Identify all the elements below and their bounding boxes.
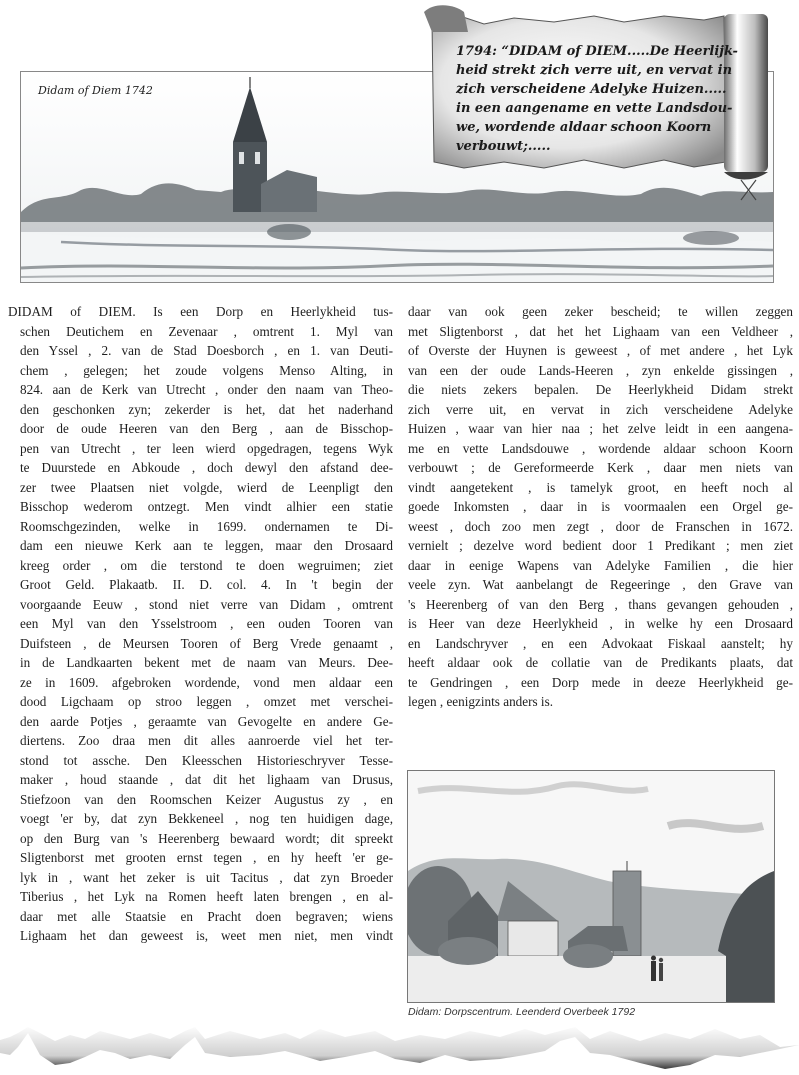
top-image-caption: Didam of Diem 1742: [38, 84, 153, 97]
text-line: zich verre uit, en vervat in zich verscheidene Adelyke: [408, 401, 793, 417]
text-line: schen Deutichem en Zevenaar , omtrent 1. Myl van: [20, 323, 393, 339]
text-line: DIDAM of DIEM. Is een Dorp en Heerlykheid tus-: [8, 304, 393, 319]
text-line: pen van Utrecht , ter leen wierd opgedragen, tegens Wyk: [20, 440, 393, 456]
text-line: me en vette Landsdouwe , wordende aldaar schoon Koorn: [408, 440, 793, 456]
text-line: Tiberius , het Lyk na Romen heeft laten brengen , en al-: [20, 889, 393, 904]
scroll-line: verbouwt;.....: [456, 139, 551, 154]
bottom-image-caption: Didam: Dorpscentrum. Leenderd Overbeek 1792: [408, 1006, 636, 1018]
text-line: verbouwt ; de Gereformeerde Kerk , daar men niets van: [408, 460, 793, 475]
scroll-quote-text: [456, 42, 741, 156]
text-line: vernielt ; dezelve word bedient door 1 Predikant ; men ziet: [408, 538, 793, 553]
text-line: stond tot assche. Den Kleesschen Historieschryver Tesse-: [20, 752, 393, 768]
text-line: Groot Geld. Plakaatb. II. D. col. 4. In 't begin der: [20, 577, 393, 592]
scroll-line: zich verscheidene Adelyke Huizen.....: [456, 82, 727, 97]
text-line: Lighaam het dan geweest is, weet men niet, men vindt: [20, 928, 393, 943]
text-line: voegt 'er by, dat zyn Bekkeneel , nog ten huidigen dage,: [20, 811, 393, 826]
text-line: is Heer van deze Heerlykheid , in welke hy een Drosaard: [408, 616, 793, 631]
text-line: daar met alle Staatsie en Pracht doen begraven; wiens: [20, 908, 393, 924]
text-line: en Landschryver , en een Advokaat Fiskaal aanstelt; hy: [408, 635, 793, 651]
text-line: kreeg order , om die terstond te doen wegruimen; ziet: [20, 557, 393, 573]
text-line: op den Burg van 's Heerenberg bewaard wordt; dit spreekt: [20, 830, 393, 846]
text-line: Sligtenborst met grooten ernst tegen , en hy heeft 'er ge-: [20, 850, 393, 865]
text-line: voorgaande Eeuw , stond niet verre van Didam , omtrent: [20, 596, 393, 612]
text-line: van een der oude Lands-Heeren , zyn enkelde gissingen ,: [408, 362, 793, 378]
text-line: lyk in , want het zeker is uit Tacitus , dat zyn Broeder: [20, 869, 393, 885]
text-line: Roomschgezinden, welke in 1699. ondernamen te Di-: [20, 518, 393, 534]
text-line: den Yssel , 2. van de Stad Doesborch , en 1. van Deuti-: [20, 343, 393, 358]
text-line: veele zyn. Wat aanbelangt de Regeeringe , den Grave van: [408, 577, 793, 592]
text-line: Huizen , waar van hier naa ; het zelve leidt in een aangena-: [408, 421, 793, 436]
text-line: door de oude Heeren van den Berg , aan de Bisschop-: [20, 421, 393, 436]
text-line: daar van ook geen zeker bescheid; te willen zeggen: [408, 304, 793, 319]
scroll-line: we, wordende aldaar schoon Koorn: [456, 120, 712, 135]
text-line: den geschonken zyn; zekerder is het, dat het naderhand: [20, 401, 393, 417]
scroll-line: in een aangename en vette Landsdou-: [456, 101, 733, 116]
text-line: Stiefzoon van den Roomschen Keizer Augustus zy , en: [20, 791, 393, 807]
text-line: goede Inkomsten , daar in is voormaalen een Orgel ge-: [408, 499, 793, 514]
text-line: den aarde Potjes , geraamte van Gevogelte en andere Ge-: [20, 713, 393, 729]
text-line: te Duurstede en Abkoude , doch dewyl den afstand dee-: [20, 460, 393, 475]
text-line: Bisschop wederom ontzegt. Men vindt alhier een statie: [20, 499, 393, 514]
text-line: heeft aldaar ook de collatie van de Predikants plaats, dat: [408, 655, 793, 670]
left-text-column: [8, 302, 393, 946]
text-line: maker , houd staande , dat dit het lighaam van Drusus,: [20, 772, 393, 787]
text-line: weest , doch zoo men zegt , door de Franschen in 1672.: [408, 518, 793, 534]
text-line: met Sligtenborst , dat het het Lighaam van een Veldheer ,: [408, 323, 793, 339]
text-line: die niets zekers bepalen. De Heerlykheid Didam strekt: [408, 382, 793, 397]
text-line: dood Ligchaam op stroo leggen , omzet met verschei-: [20, 694, 393, 709]
text-line: legen , eenigzints anders is.: [408, 694, 554, 709]
text-line: chem , gelegen; het zoude volgens Menso Alting, in: [20, 362, 393, 378]
text-line: ze in 1609. afgebroken wordende, vond men aldaar een: [20, 674, 393, 690]
text-line: vindt aangetekent , is tamelyk groot, en heeft noch al: [408, 479, 793, 495]
text-line: of Overste der Huynen is geweest , of met andere , het Lyk: [408, 343, 793, 358]
torn-paper-edge-decoration: [0, 1025, 799, 1075]
text-line: 's Heerenberg of van den Berg , thans gevangen gehouden ,: [408, 596, 793, 612]
text-line: in de Landkaarten bekent met de naam van Meurs. Dee-: [20, 655, 393, 670]
quote-scroll: [424, 2, 774, 182]
right-text-column: [408, 302, 793, 712]
village-engraving-illustration: [408, 771, 774, 1002]
scroll-line: heid strekt zich verre uit, en vervat in: [456, 63, 733, 78]
text-line: een Myl van den Ysselstroom , een ouden Tooren van: [20, 616, 393, 631]
scroll-line: 1794: “DIDAM of DIEM.....De Heerlijk-: [456, 44, 738, 59]
text-line: dam een nieuwe Kerk aan te leggen, maar den Drosaard: [20, 538, 393, 553]
text-line: diertens. Zoo draa men dit alles aanroerde viel het ter-: [20, 733, 393, 748]
text-line: daar in eenige Wapens van Adelyke Familien , die hier: [408, 557, 793, 573]
text-line: zer twee Plaatsen niet volgde, wierd de Leenpligt den: [20, 479, 393, 495]
text-line: Duifsteen , de Meursen Tooren of Berg Vrede genaamt ,: [20, 635, 393, 651]
bottom-engraving-image: [407, 770, 775, 1003]
text-line: 824. aan de Kerk van Utrecht , onder den naam van Theo-: [20, 382, 393, 397]
text-line: te Gendringen , een Dorp mede in deeze Heerlykheid ge-: [408, 674, 793, 690]
